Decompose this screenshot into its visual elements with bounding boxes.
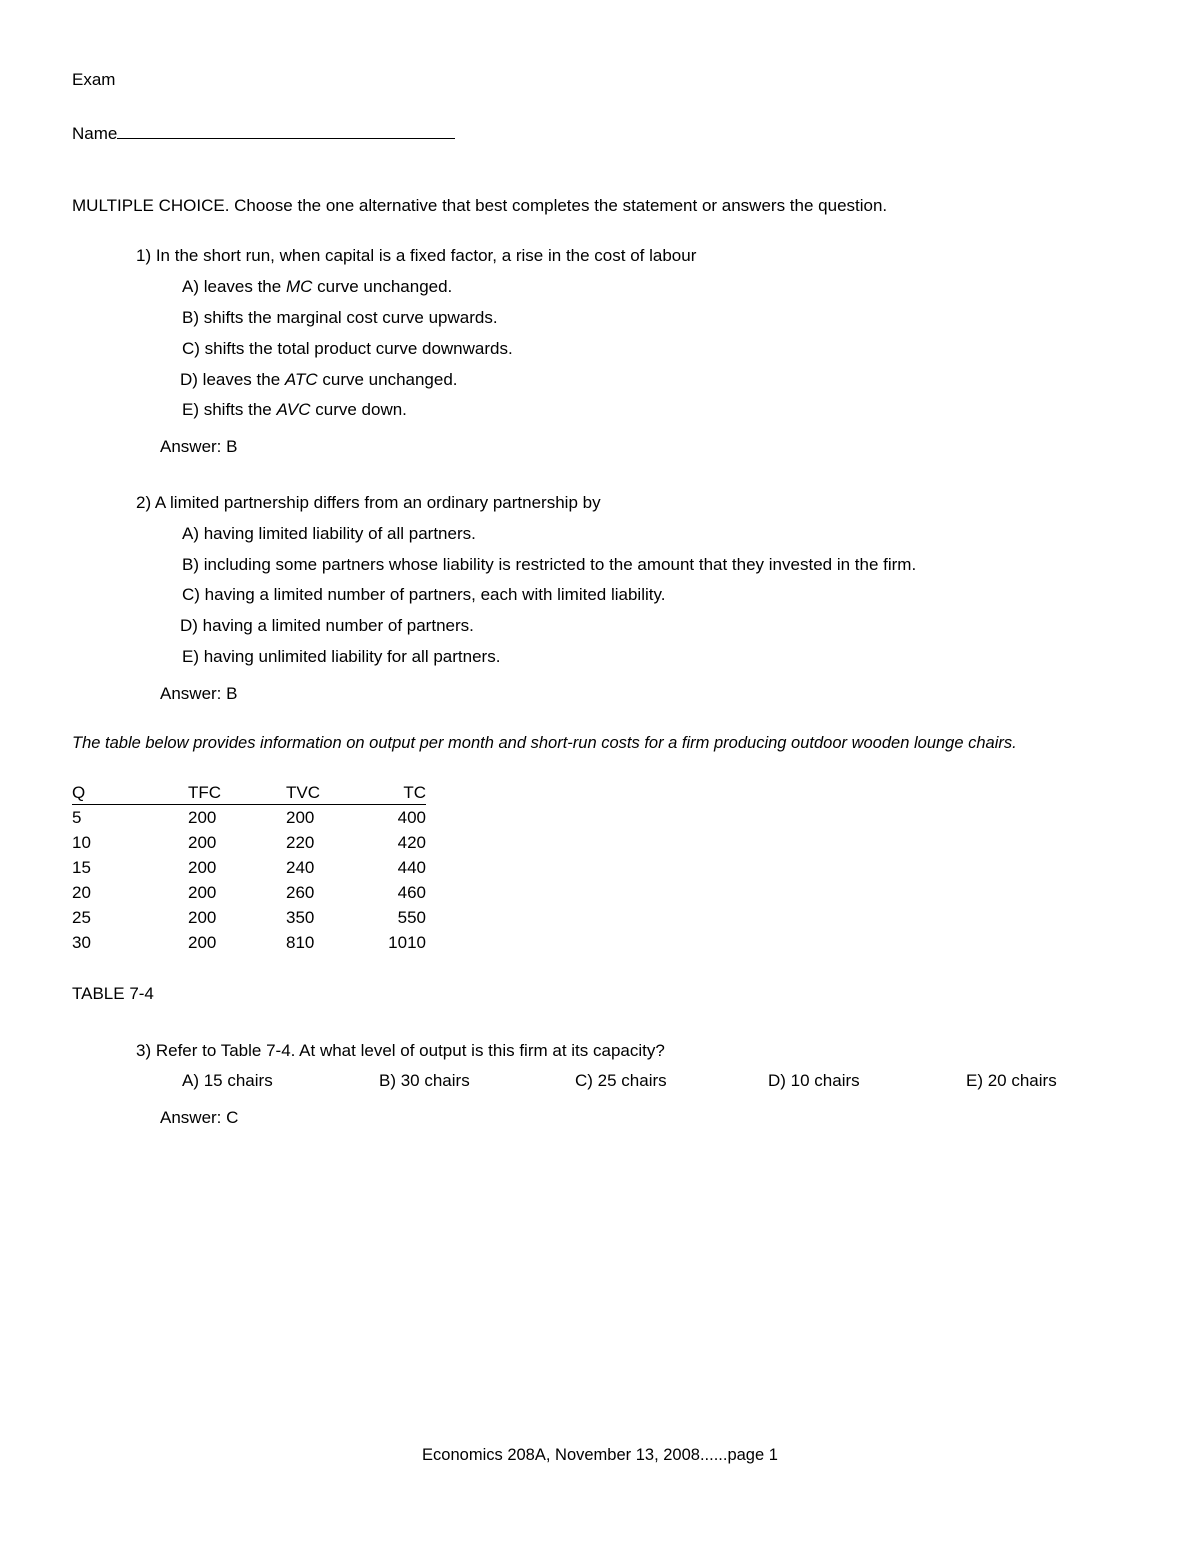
- table-row: [72, 905, 426, 930]
- option-a[interactable]: A) 15 chairs: [182, 1071, 273, 1090]
- name-label: Name: [72, 124, 118, 143]
- option-d[interactable]: D) 10 chairs: [768, 1071, 860, 1090]
- name-field[interactable]: [72, 122, 455, 144]
- option-text: curve unchanged.: [317, 370, 458, 389]
- table-cell: 420: [397, 832, 426, 852]
- option-text: D) leaves the: [180, 370, 285, 389]
- table-row: [72, 805, 426, 831]
- option-term: AVC: [276, 400, 311, 419]
- table-cell: 200: [188, 857, 217, 877]
- table-cell: 1010: [388, 932, 426, 952]
- table-header-row: [72, 782, 426, 805]
- table-cell: 200: [188, 907, 217, 927]
- table-cell: 220: [286, 832, 315, 852]
- question-stem: 3) Refer to Table 7-4. At what level of output is this firm at its capacity?: [136, 1041, 665, 1060]
- option-d[interactable]: D) having a limited number of partners.: [180, 616, 474, 635]
- table-cell: 200: [188, 832, 217, 852]
- question-stem: 2) A limited partnership differs from an ordinary partnership by: [136, 493, 601, 512]
- table-cell: 15: [72, 857, 91, 877]
- option-e[interactable]: E) 20 chairs: [966, 1071, 1057, 1090]
- table-cell: 260: [286, 882, 315, 902]
- option-text: curve unchanged.: [312, 277, 453, 296]
- table-cell: 440: [397, 857, 426, 877]
- table-cell: 200: [188, 807, 217, 827]
- table-cell: 200: [188, 932, 217, 952]
- table-cell: 25: [72, 907, 91, 927]
- option-b[interactable]: B) shifts the marginal cost curve upwards.: [182, 308, 498, 327]
- table-cell: 30: [72, 932, 91, 952]
- name-blank-line: [117, 122, 455, 139]
- table-row: [72, 855, 426, 880]
- answer: Answer: C: [160, 1108, 239, 1127]
- option-text: E) shifts the: [182, 400, 277, 419]
- table-cell: 350: [286, 907, 315, 927]
- answer: Answer: B: [160, 684, 238, 703]
- answer: Answer: B: [160, 437, 238, 456]
- option-e[interactable]: E) having unlimited liability for all partners.: [182, 647, 501, 666]
- table-cell: 5: [72, 807, 82, 827]
- table-cell: 400: [397, 807, 426, 827]
- option-term: MC: [285, 277, 313, 296]
- question-stem: 1) In the short run, when capital is a fixed factor, a rise in the cost of labour: [136, 246, 697, 265]
- option-a[interactable]: [182, 277, 452, 297]
- cost-table: [72, 782, 426, 955]
- table-cell: 200: [286, 807, 315, 827]
- option-c[interactable]: C) having a limited number of partners, each with limited liability.: [182, 585, 666, 604]
- column-header-tvc: TVC: [286, 782, 368, 805]
- table-row: [72, 930, 426, 955]
- table-cell: 20: [72, 882, 91, 902]
- option-c[interactable]: C) shifts the total product curve downwards.: [182, 339, 513, 358]
- table-intro: The table below provides information on output per month and short-run costs for a firm producing outdoor wooden lounge chairs.: [72, 734, 1017, 752]
- table-caption: TABLE 7-4: [72, 984, 154, 1003]
- option-c[interactable]: C) 25 chairs: [575, 1071, 667, 1090]
- instructions: MULTIPLE CHOICE. Choose the one alternative that best completes the statement or answers the question.: [72, 196, 888, 215]
- option-e[interactable]: [182, 400, 407, 420]
- option-d[interactable]: [180, 370, 458, 390]
- table-cell: 810: [286, 932, 315, 952]
- option-term: ATC: [284, 370, 318, 389]
- table-row: [72, 830, 426, 855]
- option-b[interactable]: B) 30 chairs: [379, 1071, 470, 1090]
- table-cell: 550: [397, 907, 426, 927]
- option-a[interactable]: A) having limited liability of all partners.: [182, 524, 476, 543]
- table-cell: 10: [72, 832, 91, 852]
- column-header-q: Q: [72, 782, 188, 805]
- column-header-tfc: TFC: [188, 782, 286, 805]
- table-row: [72, 880, 426, 905]
- exam-title: Exam: [72, 70, 116, 89]
- page-footer: Economics 208A, November 13, 2008......page 1: [422, 1446, 778, 1464]
- table-cell: 200: [188, 882, 217, 902]
- column-header-tc: TC: [368, 782, 426, 805]
- option-text: curve down.: [310, 400, 407, 419]
- option-b[interactable]: B) including some partners whose liability is restricted to the amount that they invested in the firm.: [182, 555, 917, 574]
- table-cell: 240: [286, 857, 315, 877]
- option-text: A) leaves the: [182, 277, 286, 296]
- table-cell: 460: [397, 882, 426, 902]
